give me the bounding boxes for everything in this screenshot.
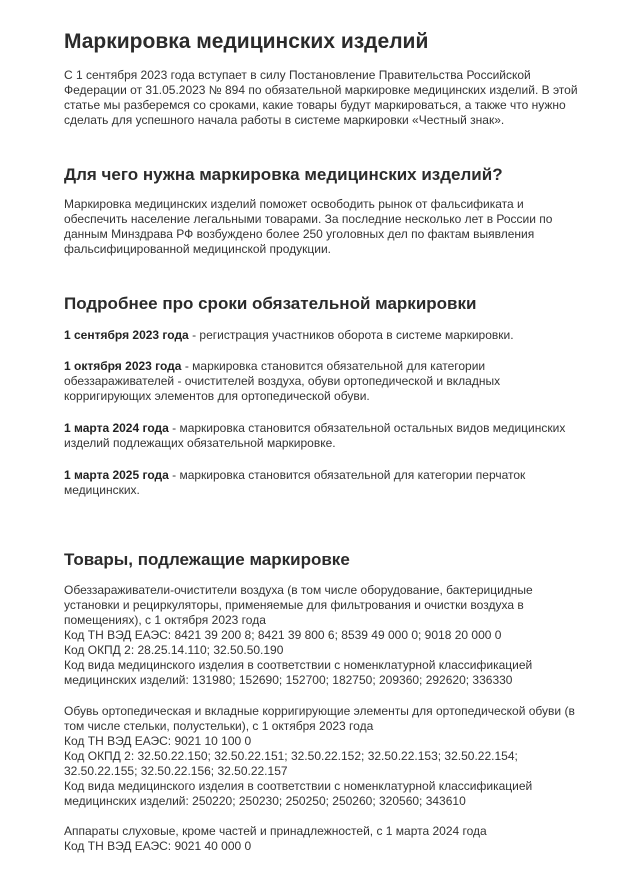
deadline-date: 1 октября 2023 года (64, 359, 182, 373)
section-heading-goods: Товары, подлежащие маркировке (64, 550, 350, 569)
goods-group-name: Обувь ортопедическая и вкладные корригирующие элементы для ортопедической обуви (в том числе стельки, полустельки), с 1 октября 2023 года (64, 704, 575, 733)
deadline-item (64, 421, 579, 451)
device-kind-code: Код вида медицинского изделия в соответствии с номенклатурной классификацией медицинских изделий: 250220; 250230; 250250; 250260; 320560; 343610 (64, 779, 533, 808)
section-heading-purpose: Для чего нужна маркировка медицинских изделий? (64, 165, 503, 184)
goods-group-name: Аппараты слуховые, кроме частей и принадлежностей, с 1 марта 2024 года (64, 824, 487, 838)
tnved-code: Код ТН ВЭД ЕАЭС: 8421 39 200 8; 8421 39 800 6; 8539 49 000 0; 9018 20 000 0 (64, 628, 502, 642)
deadline-text: - регистрация участников оборота в системе маркировки. (188, 328, 514, 342)
section-heading-deadlines: Подробнее про сроки обязательной маркировки (64, 294, 477, 313)
deadline-text: - маркировка становится обязательной для категории перчаток медицинских. (64, 468, 526, 497)
intro-paragraph: С 1 сентября 2023 года вступает в силу Постановление Правительства Российской Федерации от 31.05.2023 № 894 по обязательной маркировке медицинских изделий. В этой статье мы разберемся со сроками, какие товары будут маркироваться, а также что нужно сделать для успешного начала работы в системе маркировки «Честный знак». (64, 68, 578, 127)
deadline-item (64, 359, 579, 404)
tnved-code: Код ТН ВЭД ЕАЭС: 9021 10 100 0 (64, 734, 252, 748)
okpd-code: Код ОКПД 2: 28.25.14.110; 32.50.50.190 (64, 643, 284, 657)
deadline-item (64, 468, 579, 498)
device-kind-code: Код вида медицинского изделия в соответствии с номенклатурной классификацией медицинских изделий: 131980; 152690; 152700; 182750; 209360; 292620; 336330 (64, 658, 533, 687)
purpose-paragraph: Маркировка медицинских изделий поможет освободить рынок от фальсификата и обеспечить население легальными товарами. За последние несколько лет в России по данным Минздрава РФ возбуждено более 250 уголовных дел по фактам выявления фальсифицированной медицинской продукции. (64, 197, 553, 256)
deadline-text: - маркировка становится обязательной для категории обеззараживателей - очистителей воздуха, обуви ортопедической и вкладных корригирующих элементов для ортопедической обуви. (64, 359, 501, 403)
goods-group-name: Обеззараживатели-очистители воздуха (в том числе оборудование, бактерицидные установки и рециркуляторы, применяемые для фильтрования и очистки воздуха в помещениях), с 1 октября 2023 года (64, 583, 533, 627)
okpd-code: Код ОКПД 2: 32.50.22.150; 32.50.22.151; 32.50.22.152; 32.50.22.153; 32.50.22.154; 32.50.22.155; 32.50.22.156; 32.50.22.157 (64, 749, 518, 778)
goods-group (64, 583, 579, 688)
goods-group (64, 824, 579, 854)
deadline-date: 1 марта 2024 года (64, 421, 169, 435)
deadline-date: 1 марта 2025 года (64, 468, 169, 482)
goods-group (64, 704, 579, 809)
page-title: Маркировка медицинских изделий (64, 30, 429, 53)
deadline-item (64, 328, 579, 343)
deadline-date: 1 сентября 2023 года (64, 328, 189, 342)
deadline-text: - маркировка становится обязательной остальных видов медицинских изделий подлежащих обязательной маркировке. (64, 421, 566, 450)
tnved-code: Код ТН ВЭД ЕАЭС: 9021 40 000 0 (64, 839, 252, 853)
